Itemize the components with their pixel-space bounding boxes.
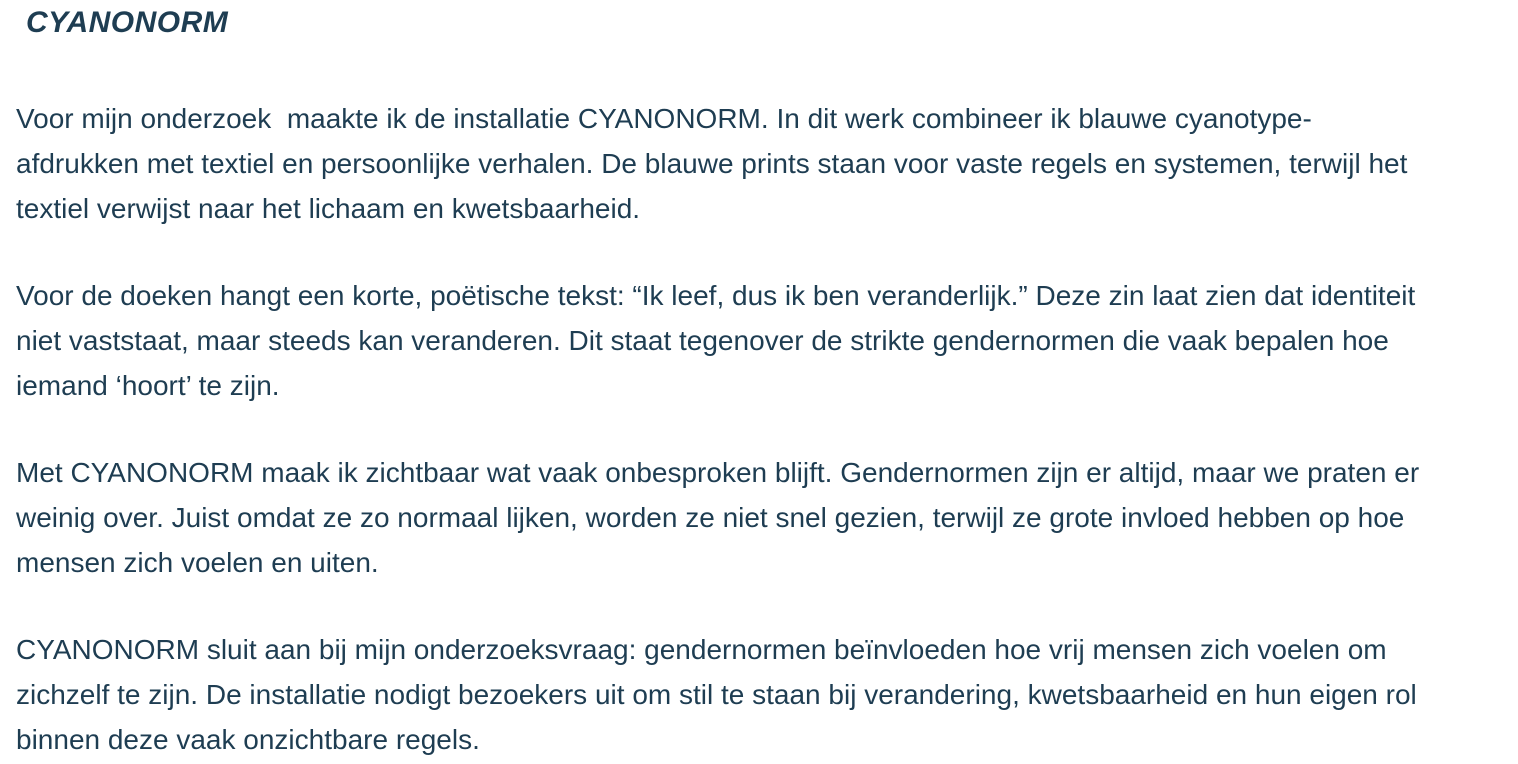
document-body	[16, 96, 1488, 762]
page-title: CYANONORM	[26, 6, 229, 39]
paragraph-intro-installation: Voor mijn onderzoek maakte ik de installatie CYANONORM. In dit werk combineer ik blauwe cyanotype-afdrukken met textiel en persoonlijke verhalen. De blauwe prints staan voor vaste regels en systemen, terwijl het textiel verwijst naar het lichaam en kwetsbaarheid.	[16, 103, 1416, 224]
paragraph-visibility: Met CYANONORM maak ik zichtbaar wat vaak onbesproken blijft. Gendernormen zijn er altijd, maar we praten er weinig over. Juist omdat ze zo normaal lijken, worden ze niet snel gezien, terwijl ze grote invloed hebben op hoe mensen zich voelen en uiten.	[16, 457, 1427, 578]
paragraph-poetic-text: Voor de doeken hangt een korte, poëtische tekst: “Ik leef, dus ik ben veranderlijk.” Deze zin laat zien dat identiteit niet vaststaat, maar steeds kan veranderen. Dit staat tegenover de strikte gendernormen die vaak bepalen hoe iemand ‘hoort’ te zijn.	[16, 280, 1424, 401]
paragraph-research-question: CYANONORM sluit aan bij mijn onderzoeksvraag: gendernormen beïnvloeden hoe vrij mensen zich voelen om zichzelf te zijn. De installatie nodigt bezoekers uit om stil te staan bij verandering, kwetsbaarheid en hun eigen rol binnen deze vaak onzichtbare regels.	[16, 634, 1425, 755]
